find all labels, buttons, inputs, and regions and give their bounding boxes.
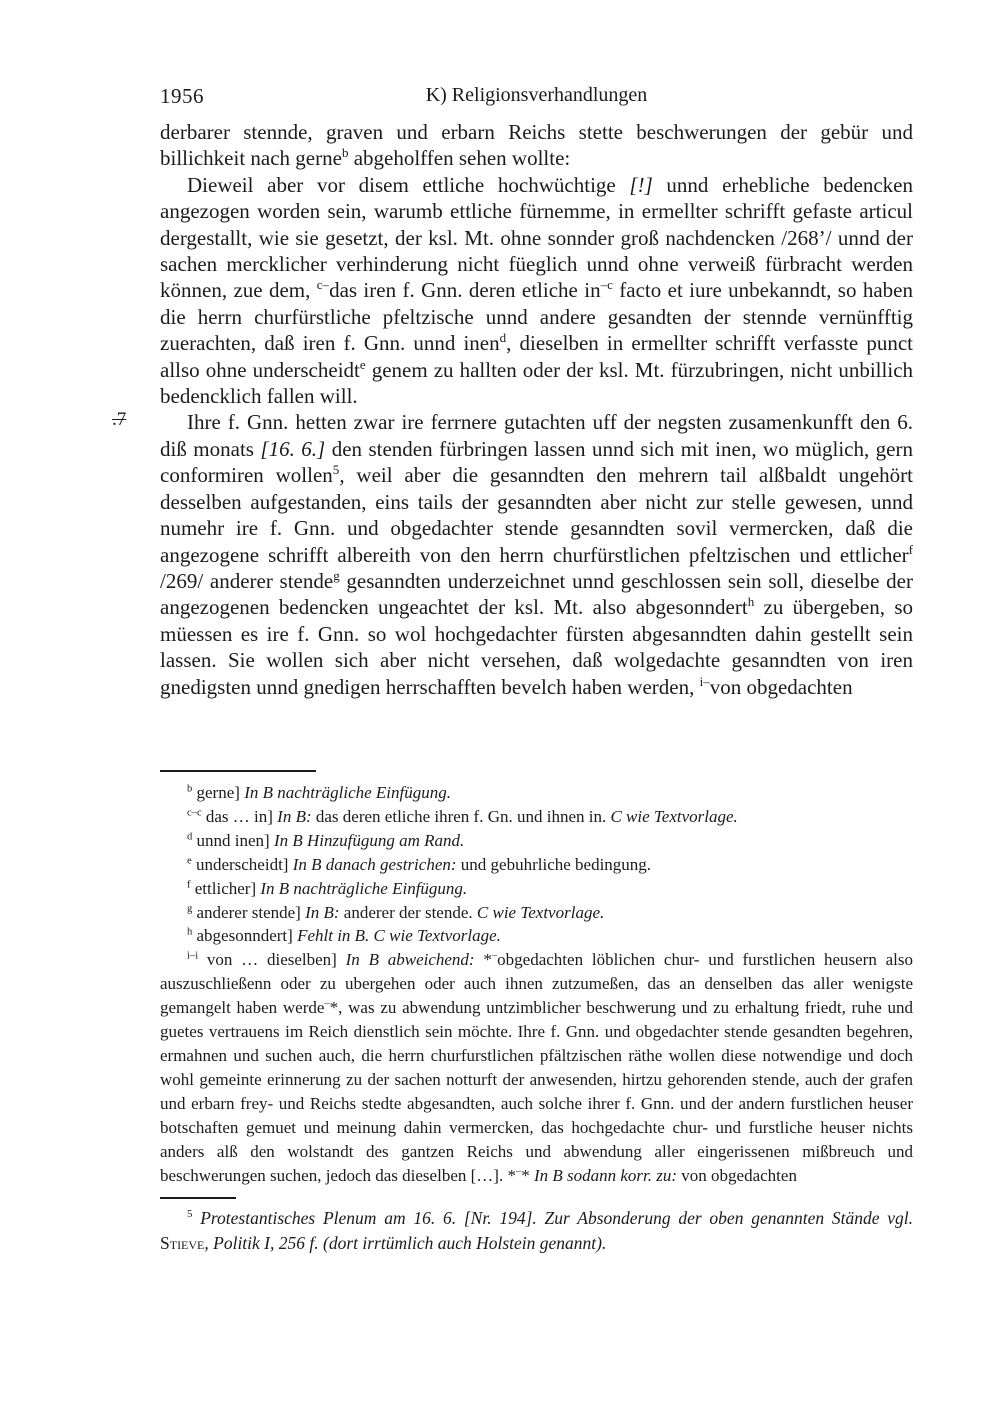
page-number: 1956 (160, 84, 204, 108)
running-header (160, 84, 913, 110)
critical-apparatus (160, 770, 913, 1187)
apparatus-note-d: $^d$ unnd inen] In B Hinzufügung am Rand. (187, 830, 465, 850)
commentary-separator-rule (160, 1197, 236, 1199)
apparatus-note-f: $^f$ ettlicher] In B nachträgliche Einfügung. (187, 878, 468, 898)
apparatus-note-i: $^{i-i}$ von … dieselben] In B abweichend: *–obgedachten löblichen chur- und furstlichen heusern also auszuschließenn oder zu ubergehen oder auch ihnen zutzumeßen, das an denselben das aller wenigste gemangelt haben werde–*, was zu abwendung untzimblicher beschwerung und zu erhaltung friedt, ruhe und guetes vertrauens im Reich dienstlich sein möchte. Ihre f. Gnn. und obgedachter stende gesandten begehren, ermahnen und suchen auch, die herrn churfurstlichen pfältzischen räthe wollen diese notwendige und doch wohl gemeinte erinnerung zu der sachen notturft der anwesenden, hirtzu gehorenden stende, auch der grafen und erbarn frey- und Reichs stedte abgesandten, auch solche ihrer f. Gnn. und der andern furstlichen heuser botschaften gemuet und meinung dahin vermercken, das hochgedachte chur- und furstliche heuser nichts anders alß den wolstandt des gantzen Reichs und abwendung aller eingerissenen mißbreuch und beschwerungen suchen, jedoch das dieselben […]. *–* In B sodann korr. zu: von obgedachten (160, 950, 914, 1185)
apparatus-note-e: $^e$ underscheidt] In B danach gestrichen: und gebuhrliche bedingung. (187, 854, 652, 874)
margin-annotation (112, 409, 126, 431)
commentary-footnote (160, 1197, 913, 1255)
running-header-title: K) Religionsverhandlungen (425, 84, 648, 106)
body-paragraph: Dieweil aber vor disem ettliche hochwüchtige [!] unnd erhebliche bedencken angezogen worden sein, warumb ettliche fürnemme, in ermellter schrifft gefaste articul dergestallt, wie sie gesetzt, der ksl. Mt. ohne sonnder groß nachdencken /268’/ unnd der sachen mercklicher verhinderung nicht füeglich unnd ohne verweiß fürbracht werden können, zue dem, $^{c-}$das iren f. Gnn. deren etliche $in^{-c}$ facto et iure unbekanndt, so haben die herrn churfürstliche pfeltzische unnd andere gesandten der stennde vernünfftig zuerachten, daß iren f. Gnn. unnd inen$^d$, dieselben in ermellter schrifft verfasste punct allso ohne underscheidt$^e$ genem zu hallten oder der ksl. Mt. fürzubringen, nicht unbillich bedencklich fallen will. (160, 172, 914, 409)
footnote-separator-rule (160, 770, 316, 772)
apparatus-note-c: $^{c-c}$ das … in] In B: das deren etliche ihren f. Gn. und ihnen in. C wie Textvorlage. (187, 806, 738, 826)
main-text-column (160, 119, 913, 700)
body-paragraph: derbarer stennde, graven und erbarn Reichs stette beschwerungen der gebür und billichkeit nach gerne$^b$ abgeholffen sehen wollte: (160, 120, 913, 171)
margin-annotation-text: .7 (112, 409, 127, 430)
body-paragraph: Ihre f. Gnn. hetten zwar ire ferrnere gutachten uff der negsten zusamenkunfft den 6. diß monats [16. 6.] den stenden fürbringen lassen unnd sich mit inen, wo müglich, gern conformiren wollen$^5$, weil aber die gesanndten den mehrern tail alßbaldt ungehört desselben aufgestanden, eins tails der gesanndten aber nicht zur stelle gewesen, unnd numehr ire f. Gnn. und obgedachter stende gesanndten sovil vermercken, daß die angezogene schrifft albereith von den herrn churfürstlichen pfeltzischen und ettlicher$^f$ /269/ anderer stende$^g$ gesanndten underzeichnet unnd geschlossen sein soll, dieselbe der angezogenen bedencken ungeachtet der ksl. Mt. also abgesonndert$^h$ zu übergeben, so müessen es ire f. Gnn. so wol hochgedachter fürsten abgesanndten dahin gestellt sein lassen. Sie wollen sich aber nicht versehen, daß wolgedachte gesanndten von iren gnedigsten unnd gnedigen herrschafften bevelch haben werden, $^{i-}$von obgedachten (160, 410, 913, 699)
apparatus-note-b: $^b$ gerne] In B nachträgliche Einfügung. (187, 783, 451, 802)
commentary-note-5: $^5$ Protestantisches Plenum am 16. 6. [Nr. 194]. Zur Absonderung der oben genannten Stände vgl. Stieve, Politik I, 256 f. (dort irrtümlich auch Holstein genannt). (160, 1208, 913, 1253)
apparatus-note-h: $^h$ abgesonndert] Fehlt in B. C wie Textvorlage. (187, 926, 501, 946)
apparatus-note-g: $^g$ anderer stende] In B: anderer der stende. C wie Textvorlage. (187, 902, 605, 922)
